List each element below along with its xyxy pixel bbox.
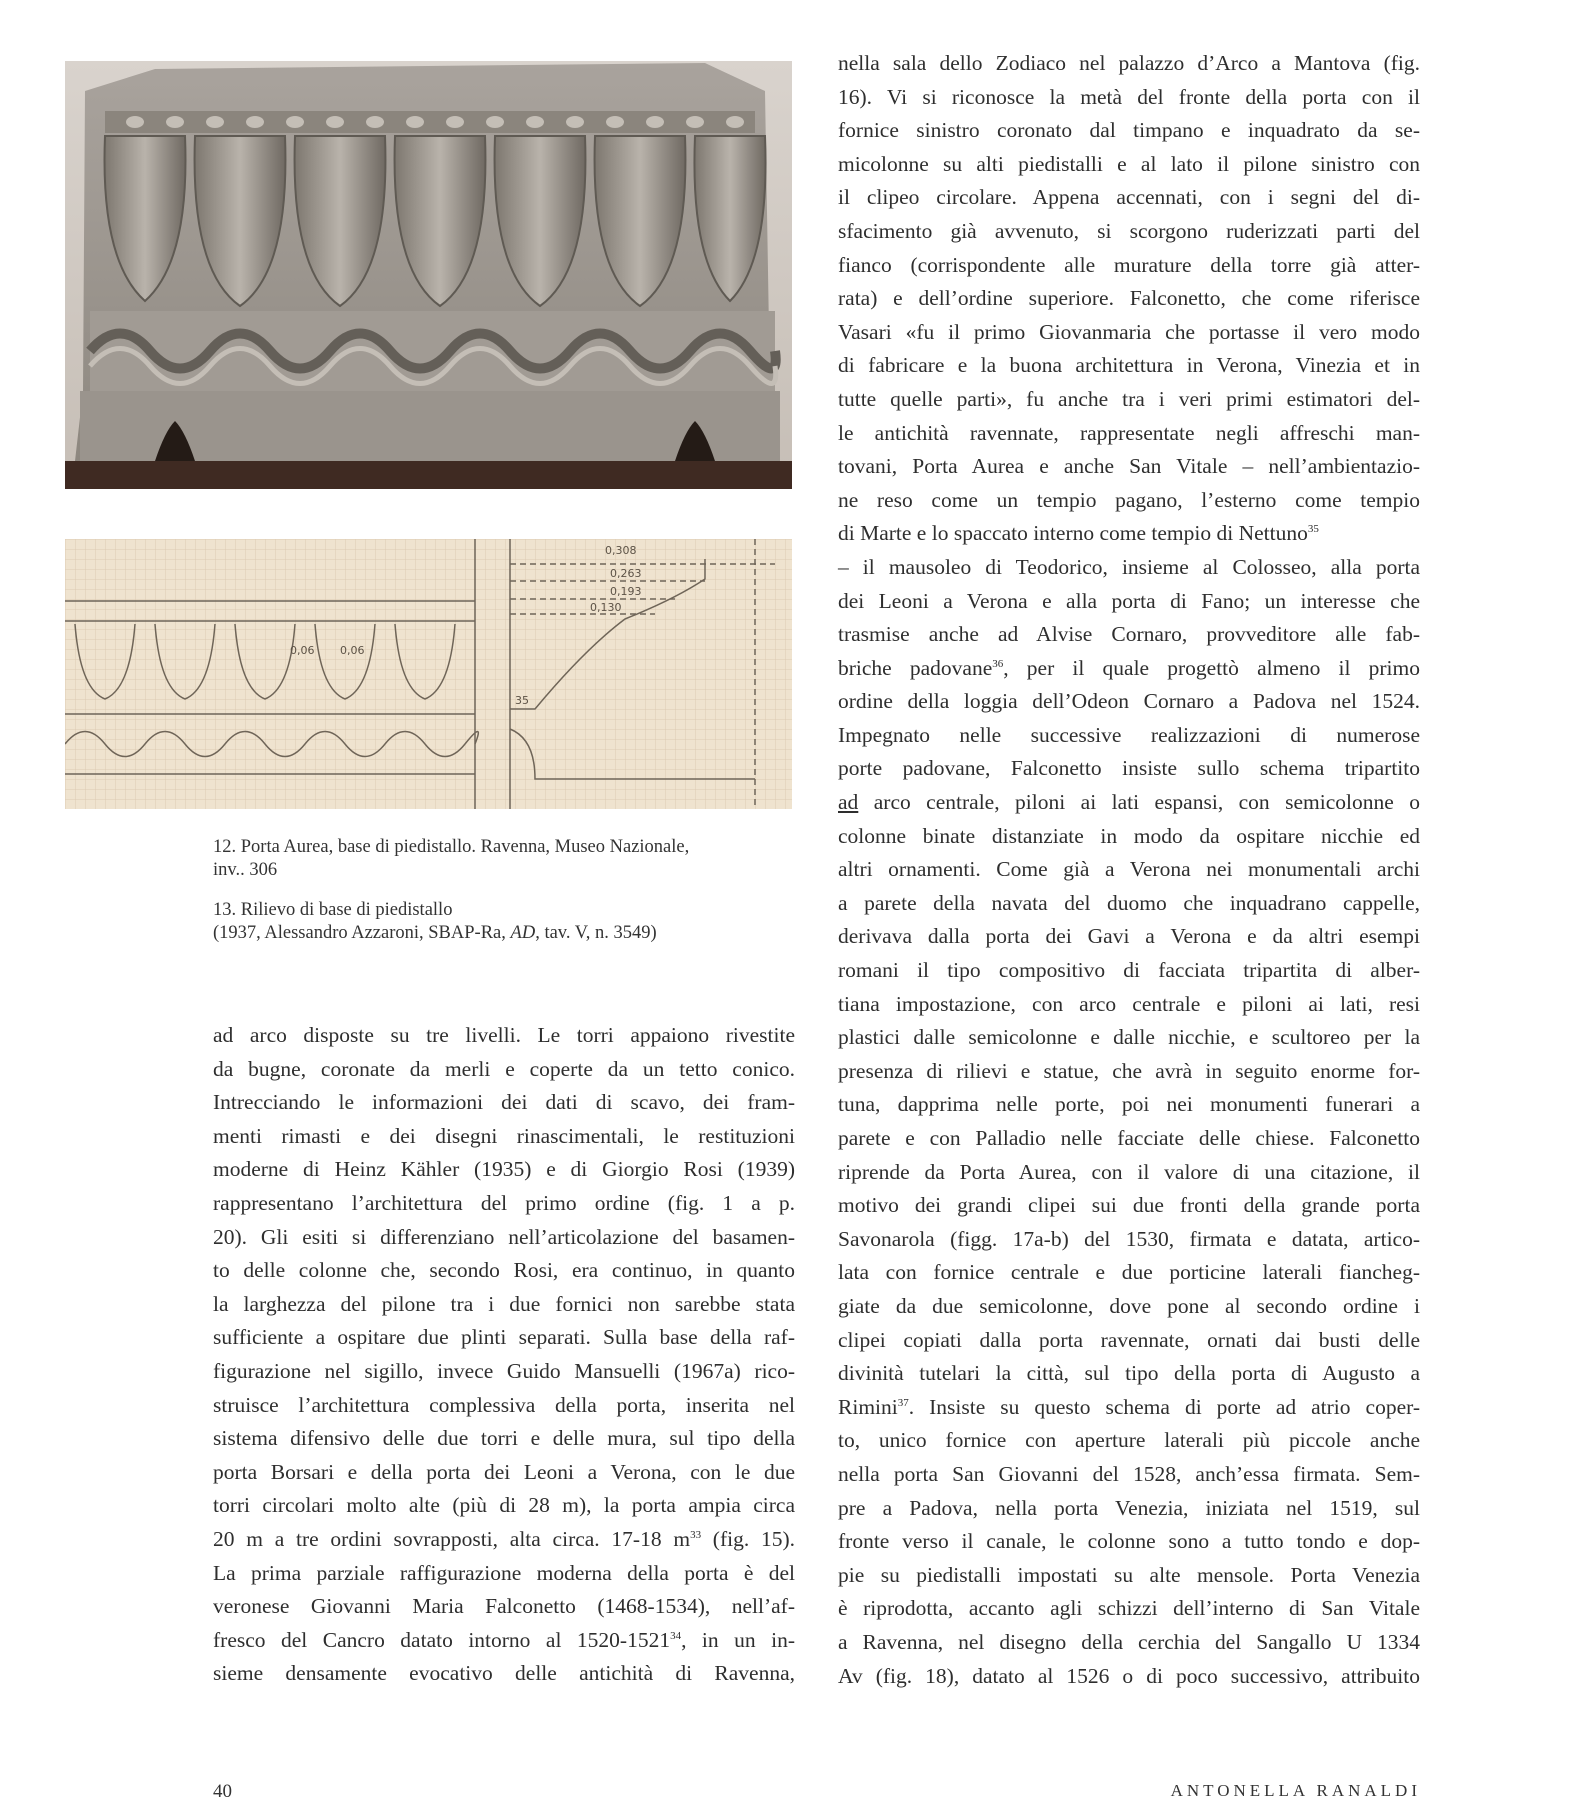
text-line: riprende da Porta Aurea, con il valore di una citazione, il [838, 1159, 1420, 1184]
text-line: tiana impostazione, con arco centrale e piloni ai lati, resi [838, 991, 1420, 1016]
text-line-with-note [838, 517, 1420, 551]
figure-captions [213, 836, 753, 962]
text-line: a Ravenna, nel disegno della cerchia del Sangallo U 1334 [838, 1629, 1420, 1654]
text-line: figurazione nel sigillo, invece Guido Mansuelli (1967a) rico- [213, 1358, 795, 1383]
text-fragment: 20 m a tre ordini sovrapposti, alta circa. 17-18 m [213, 1526, 691, 1551]
text-line: la larghezza del pilone tra i due fornici non sarebbe stata [213, 1291, 795, 1316]
text-line: fornice sinistro coronato dal timpano e inquadrato da se- [838, 118, 1420, 143]
text-line: tuna, dapprima nelle porte, poi nei monumenti funerari a [838, 1092, 1420, 1117]
text-fragment: fresco del Cancro datato intorno al 1520-1521 [213, 1627, 671, 1652]
text-line-with-note [838, 652, 1420, 686]
text-line: fianco (corrispondente alle murature della torre già atter- [838, 252, 1420, 277]
text-line: è riprodotta, accanto agli schizzi dell’interno di San Vitale [838, 1596, 1420, 1621]
caption-13-text: Rilievo di base di piedistallo [240, 900, 453, 920]
footnote-ref-37: 37 [897, 1396, 909, 1409]
text-line: torri circolari molto alte (più di 28 m), la porta ampia circa [213, 1493, 795, 1518]
text-line-underlined [838, 786, 1420, 820]
text-fragment: , in un in- [681, 1627, 795, 1652]
text-line: veronese Giovanni Maria Falconetto (1468-1534), nell’af- [213, 1594, 795, 1619]
text-line: rappresentano l’architettura del primo ordine (fig. 1 a p. [213, 1190, 795, 1215]
caption-13-source-post: , tav. V, n. 3549) [535, 923, 657, 943]
text-line: porte padovane, Falconetto insiste sullo schema tripartito [838, 756, 1420, 781]
text-line: tovani, Porta Aurea e anche San Vitale – nell’ambientazio- [838, 454, 1420, 479]
drawing-label-3: 0,193 [610, 585, 642, 598]
text-line: altri ornamenti. Come già a Verona nei monumentali archi [838, 857, 1420, 882]
caption-13-source-pre: (1937, Alessandro Azzaroni, SBAP-Ra, [213, 923, 511, 943]
text-fragment: (fig. 15). [701, 1526, 796, 1551]
text-line: divinità tutelari la città, sul tipo della porta di Augusto a [838, 1361, 1420, 1386]
footnote-ref-35: 35 [1307, 523, 1319, 536]
text-line: moderne di Heinz Kähler (1935) e di Giorgio Rosi (1939) [213, 1157, 795, 1182]
text-line: motivo dei grandi clipei sui due fronti della grande porta [838, 1193, 1420, 1218]
text-line: tutte quelle parti», fu anche tra i veri primi estimatori del- [838, 386, 1420, 411]
text-fragment: Rimini [838, 1394, 898, 1419]
text-line: ordine della loggia dell’Odeon Cornaro a Padova nel 1524. [838, 689, 1420, 714]
footnote-ref-34: 34 [670, 1629, 682, 1642]
text-line: trasmise anche ad Alvise Cornaro, provveditore alle fab- [838, 622, 1420, 647]
text-line: sistema difensivo delle due torri e delle mura, sul tipo della [213, 1426, 795, 1451]
drawing-label-7: 35 [515, 694, 529, 707]
text-line: ne reso come un tempio pagano, l’esterno come tempio [838, 487, 1420, 512]
text-line: rata) e dell’ordine superiore. Falconetto, che come riferisce [838, 286, 1420, 311]
text-fragment: . Insiste su questo schema di porte ad atrio coper- [908, 1394, 1420, 1419]
underlined-word: ad [838, 790, 859, 815]
text-line: romani il tipo compositivo di facciata tripartita di alber- [838, 958, 1420, 983]
text-line: to delle colonne che, secondo Rosi, era continuo, in quanto [213, 1258, 795, 1283]
text-line: sufficiente a ospitare due plinti separati. Sulla base della raf- [213, 1325, 795, 1350]
footnote-ref-33: 33 [690, 1528, 702, 1541]
figure-12-photo [65, 61, 792, 489]
text-fragment: arco centrale, piloni ai lati espansi, con semicolonne o [858, 790, 1420, 815]
text-line: 16). Vi si riconosce la metà del fronte della porta con il [838, 84, 1420, 109]
caption-12-text: Porta Aurea, base di piedistallo. Ravenna, Museo Nazionale, [240, 837, 690, 857]
text-line: plastici dalle semicolonne e dalle nicchie, e scultoreo per la [838, 1025, 1420, 1050]
text-line: menti rimasti e dei disegni rinascimentali, le restituzioni [213, 1123, 795, 1148]
text-fragment: briche padovane [838, 655, 993, 680]
text-line: giate da due semicolonne, dove pone al secondo ordine i [838, 1293, 1420, 1318]
footnote-ref-36: 36 [992, 657, 1004, 670]
text-line-with-note [213, 1523, 795, 1557]
text-line: Savonarola (figg. 17a-b) del 1530, firmata e datata, artico- [838, 1226, 1420, 1251]
left-text-column [213, 1019, 795, 1691]
text-line: lata con fornice centrale e due porticine laterali fiancheg- [838, 1260, 1420, 1285]
running-head-author: ANTONELLA RANALDI [1170, 1781, 1421, 1800]
text-line: nella porta San Giovanni del 1528, anch’essa firmata. Sem- [838, 1461, 1420, 1486]
text-line: parete e con Palladio nelle facciate delle chiese. Falconetto [838, 1126, 1420, 1150]
text-line-with-note [838, 1391, 1420, 1425]
text-line: presenza di rilievi e statue, che avrà in seguito enorme for- [838, 1058, 1420, 1083]
text-line: porta Borsari e della porta dei Leoni a Verona, con le due [213, 1459, 795, 1484]
text-line: Impegnato nelle successive realizzazioni di numerose [838, 722, 1420, 747]
drawing-label-1: 0,308 [605, 544, 637, 557]
caption-12-number: 12. [213, 837, 237, 857]
right-text-column [838, 47, 1420, 1693]
pedestal-drawing-image [65, 539, 792, 809]
text-line: pie su piedistalli impostati su alte mensole. Porta Venezia [838, 1562, 1420, 1587]
text-line-with-note [213, 1624, 795, 1658]
drawing-label-5: 0,06 [290, 644, 315, 657]
text-line: La prima parziale raffigurazione moderna della porta è del [213, 1560, 795, 1585]
caption-figure-12 [213, 836, 753, 882]
caption-13-number: 13. [213, 900, 237, 920]
text-line: struisce l’architettura complessiva della porta, inserita nel [213, 1392, 795, 1417]
text-line: micolonne su alti piedistalli e al lato il pilone sinistro con [838, 151, 1420, 176]
page-number: 40 [213, 1781, 232, 1802]
text-line: nella sala dello Zodiaco nel palazzo d’Arco a Mantova (fig. [838, 51, 1420, 75]
text-line: – il mausoleo di Teodorico, insieme al Colosseo, alla porta [838, 554, 1420, 579]
text-line: clipei copiati dalla porta ravennate, ornati dai busti delle [838, 1327, 1420, 1352]
text-line: to, unico fornice con aperture laterali più piccole anche [838, 1428, 1420, 1453]
text-line: Av (fig. 18), datato al 1526 o di poco successivo, attribuito [838, 1663, 1420, 1688]
text-line: il clipeo circolare. Appena accennati, con i segni del di- [838, 185, 1420, 210]
text-line: da bugne, coronate da merli e coperte da un tetto conico. [213, 1056, 795, 1081]
text-line: 20). Gli esiti si differenziano nell’articolazione del basamen- [213, 1224, 795, 1249]
text-fragment: di Marte e lo spaccato interno come tempio di Nettuno [838, 521, 1308, 546]
drawing-label-2: 0,263 [610, 567, 642, 580]
text-fragment: , per il quale progettò almeno il primo [1003, 655, 1420, 680]
caption-12-inventory: inv.. 306 [213, 860, 278, 880]
text-line: Vasari «fu il primo Giovanmaria che portasse il vero modo [838, 319, 1420, 344]
text-line: dei Leoni a Verona e alla porta di Fano; un interesse che [838, 588, 1420, 613]
text-line: ad arco disposte su tre livelli. Le torri appaiono rivestite [213, 1023, 795, 1047]
text-line: di fabricare e la buona architettura in Verona, Vinezia et in [838, 353, 1420, 378]
figure-13-drawing [65, 539, 792, 809]
caption-figure-13 [213, 899, 753, 945]
pedestal-photo-image [65, 61, 792, 489]
text-line: sfacimento già avvenuto, si scorgono ruderizzati parti del [838, 218, 1420, 243]
text-line: le antichità ravennate, rappresentate negli affreschi man- [838, 420, 1420, 445]
text-line: colonne binate distanziate in modo da ospitare nicchie ed [838, 823, 1420, 848]
text-line: pre a Padova, nella porta Venezia, iniziata nel 1519, sul [838, 1495, 1420, 1520]
drawing-label-6: 0,06 [340, 644, 365, 657]
drawing-label-4: 0,130 [590, 601, 622, 614]
caption-13-source-italic: AD [510, 923, 536, 943]
text-line: sieme densamente evocativo delle antichità di Ravenna, [213, 1661, 795, 1686]
text-line: a parete della navata del duomo che inquadrano cappelle, [838, 890, 1420, 915]
text-line: Intrecciando le informazioni dei dati di scavo, dei fram- [213, 1090, 795, 1115]
text-line: derivava dalla porta dei Gavi a Verona e da altri esempi [838, 924, 1420, 949]
text-line: fronte verso il canale, le colonne sono a tutto tondo e dop- [838, 1529, 1420, 1554]
